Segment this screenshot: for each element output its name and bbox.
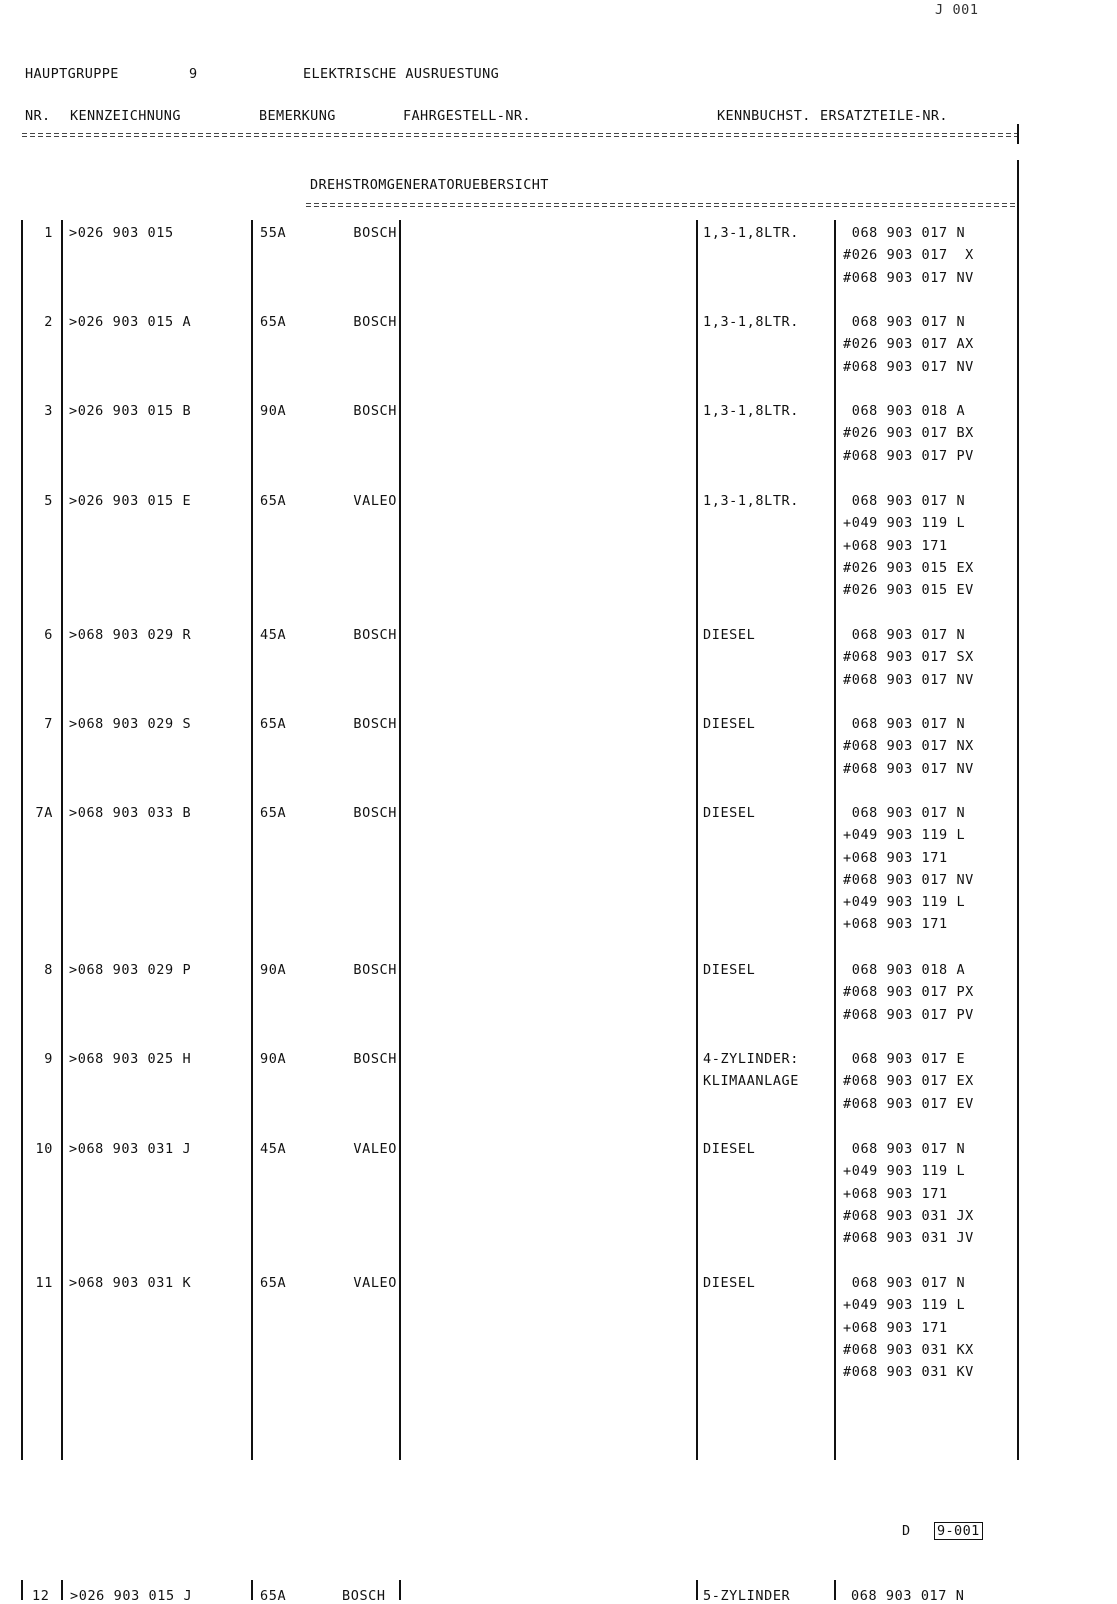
- replacement-part-number: 068 903 017 N: [843, 314, 966, 330]
- row-replacement-list: [843, 490, 974, 601]
- row-engine-line: 1,3-1,8LTR.: [703, 493, 800, 509]
- replacement-part-number: #068 903 017 NV: [843, 671, 974, 688]
- replacement-part-number: +068 903 171: [843, 1185, 948, 1202]
- row-amperage: 65A: [260, 716, 287, 732]
- next-row-part: >026 903 015 J: [70, 1588, 193, 1604]
- row-amperage: 65A: [260, 314, 287, 330]
- row-part-number: >026 903 015: [69, 225, 174, 241]
- row-engine-code: [703, 222, 799, 244]
- next-divider-kennzeichnung: [251, 1580, 253, 1600]
- row-manufacturer: VALEO: [353, 1141, 397, 1157]
- replacement-part-number: 068 903 017 N: [843, 716, 966, 732]
- row-replacement-list: [843, 1138, 974, 1249]
- next-divider-kennbuchst: [834, 1580, 836, 1600]
- next-row-engine: 5-ZYLINDER: [703, 1588, 791, 1604]
- row-manufacturer: BOSCH: [353, 225, 397, 241]
- row-engine-line: DIESEL: [703, 962, 756, 978]
- row-engine-line: DIESEL: [703, 627, 756, 643]
- row-engine-line: KLIMAANLAGE: [703, 1073, 800, 1090]
- next-row-amp: 65A: [260, 1588, 287, 1604]
- replacement-part-number: #068 903 017 EX: [843, 1073, 974, 1090]
- replacement-part-number: +049 903 119 L: [843, 827, 966, 844]
- row-engine-code: [703, 624, 755, 646]
- row-nr: 7A: [35, 805, 53, 821]
- row-nr: 5: [44, 493, 53, 509]
- row-manufacturer: VALEO: [353, 1275, 397, 1291]
- replacement-part-number: #026 903 017 BX: [843, 425, 974, 442]
- group-title: ELEKTRISCHE AUSRUESTUNG: [303, 66, 500, 82]
- section-separator: [306, 203, 1018, 204]
- section-title: DREHSTROMGENERATORUEBERSICHT: [310, 177, 549, 193]
- row-nr: 11: [35, 1275, 53, 1291]
- row-engine-code: [703, 959, 755, 981]
- replacement-part-number: #068 903 017 NV: [843, 871, 974, 888]
- column-divider-nr: [61, 220, 63, 1460]
- row-replacement-list: [843, 222, 974, 289]
- row-amperage: 65A: [260, 493, 287, 509]
- row-nr: 3: [44, 403, 53, 419]
- next-row-maker: BOSCH: [342, 1588, 386, 1604]
- next-divider-nr: [61, 1580, 63, 1600]
- row-manufacturer: BOSCH: [353, 716, 397, 732]
- row-part-number: >026 903 015 B: [69, 403, 192, 419]
- table-border-right: [1017, 160, 1019, 1460]
- row-amperage: 90A: [260, 403, 287, 419]
- replacement-part-number: 068 903 017 N: [843, 627, 966, 643]
- col-header-ersatzteile: ERSATZTEILE-NR.: [820, 108, 948, 124]
- row-manufacturer: BOSCH: [353, 627, 397, 643]
- row-part-number: >068 903 025 H: [69, 1051, 192, 1067]
- footer-prefix: D: [902, 1523, 911, 1539]
- replacement-part-number: +049 903 119 L: [843, 1297, 966, 1314]
- next-row-nr: 12: [32, 1588, 50, 1604]
- row-engine-code: [703, 802, 755, 824]
- row-engine-line: 1,3-1,8LTR.: [703, 225, 800, 241]
- replacement-part-number: #068 903 031 KV: [843, 1364, 974, 1381]
- row-nr: 1: [44, 225, 53, 241]
- row-replacement-list: [843, 713, 974, 780]
- row-replacement-list: [843, 311, 974, 378]
- row-amperage: 90A: [260, 1051, 287, 1067]
- row-amperage: 90A: [260, 962, 287, 978]
- row-manufacturer: BOSCH: [353, 962, 397, 978]
- replacement-part-number: 068 903 017 N: [843, 1275, 966, 1291]
- replacement-part-number: 068 903 017 E: [843, 1051, 966, 1067]
- replacement-part-number: #068 903 017 PV: [843, 1006, 974, 1023]
- replacement-part-number: #026 903 015 EX: [843, 559, 974, 576]
- replacement-part-number: +049 903 119 L: [843, 515, 966, 532]
- replacement-part-number: #068 903 017 PV: [843, 447, 974, 464]
- next-divider-bemerkung: [399, 1580, 401, 1600]
- row-amperage: 45A: [260, 627, 287, 643]
- replacement-part-number: #026 903 015 EV: [843, 582, 974, 599]
- group-number: 9: [189, 66, 198, 82]
- col-header-kennzeichnung: KENNZEICHNUNG: [70, 108, 181, 124]
- replacement-part-number: #026 903 017 X: [843, 247, 974, 264]
- row-replacement-list: [843, 802, 974, 936]
- column-divider-bemerkung: [399, 220, 401, 1460]
- replacement-part-number: #068 903 031 JX: [843, 1207, 974, 1224]
- row-engine-line: DIESEL: [703, 716, 756, 732]
- col-header-nr: NR.: [25, 108, 51, 124]
- row-nr: 10: [35, 1141, 53, 1157]
- row-engine-line: DIESEL: [703, 1141, 756, 1157]
- row-part-number: >068 903 031 K: [69, 1275, 192, 1291]
- replacement-part-number: +068 903 171: [843, 1319, 948, 1336]
- row-engine-line: 1,3-1,8LTR.: [703, 403, 800, 419]
- replacement-part-number: #068 903 031 JV: [843, 1230, 974, 1247]
- replacement-part-number: #068 903 017 PX: [843, 984, 974, 1001]
- row-nr: 7: [44, 716, 53, 732]
- row-engine-code: [703, 490, 799, 512]
- column-divider-kennbuchst: [834, 220, 836, 1460]
- row-part-number: >026 903 015 A: [69, 314, 192, 330]
- row-nr: 8: [44, 962, 53, 978]
- replacement-part-number: #068 903 017 NV: [843, 269, 974, 286]
- next-divider-fahrgestell: [696, 1580, 698, 1600]
- replacement-part-number: 068 903 017 N: [843, 225, 966, 241]
- replacement-part-number: +049 903 119 L: [843, 894, 966, 911]
- replacement-part-number: 068 903 018 A: [843, 962, 966, 978]
- row-engine-line: DIESEL: [703, 1275, 756, 1291]
- replacement-part-number: +068 903 171: [843, 537, 948, 554]
- replacement-part-number: #068 903 017 NV: [843, 760, 974, 777]
- replacement-part-number: #068 903 017 EV: [843, 1095, 974, 1112]
- row-nr: 9: [44, 1051, 53, 1067]
- replacement-part-number: #068 903 031 KX: [843, 1341, 974, 1358]
- row-engine-code: [703, 713, 755, 735]
- col-header-fahrgestell: FAHRGESTELL-NR.: [403, 108, 531, 124]
- replacement-part-number: #068 903 017 SX: [843, 649, 974, 666]
- row-nr: 6: [44, 627, 53, 643]
- row-engine-code: [703, 1048, 799, 1093]
- row-replacement-list: [843, 400, 974, 467]
- row-manufacturer: BOSCH: [353, 314, 397, 330]
- next-border-left: [21, 1580, 23, 1600]
- replacement-part-number: #068 903 017 NV: [843, 358, 974, 375]
- row-amperage: 45A: [260, 1141, 287, 1157]
- page-corner-marker: J 001: [935, 2, 979, 18]
- footer-page-ref: [934, 1523, 983, 1539]
- replacement-part-number: +049 903 119 L: [843, 1163, 966, 1180]
- row-engine-line: 1,3-1,8LTR.: [703, 314, 800, 330]
- row-amperage: 55A: [260, 225, 287, 241]
- column-divider-kennzeichnung: [251, 220, 253, 1460]
- row-nr: 2: [44, 314, 53, 330]
- row-engine-code: [703, 311, 799, 333]
- row-part-number: >068 903 031 J: [69, 1141, 192, 1157]
- row-replacement-list: [843, 624, 974, 691]
- row-replacement-list: [843, 959, 974, 1026]
- replacement-part-number: +068 903 171: [843, 916, 948, 933]
- col-header-bemerkung: BEMERKUNG: [259, 108, 336, 124]
- replacement-part-number: 068 903 017 N: [843, 493, 966, 509]
- row-engine-line: 4-ZYLINDER:: [703, 1051, 800, 1067]
- replacement-part-number: #026 903 017 AX: [843, 336, 974, 353]
- replacement-part-number: 068 903 017 N: [843, 805, 966, 821]
- replacement-part-number: #068 903 017 NX: [843, 738, 974, 755]
- row-manufacturer: BOSCH: [353, 403, 397, 419]
- row-amperage: 65A: [260, 805, 287, 821]
- group-label: HAUPTGRUPPE: [25, 66, 119, 82]
- replacement-part-number: +068 903 171: [843, 849, 948, 866]
- row-part-number: >026 903 015 E: [69, 493, 192, 509]
- row-engine-line: DIESEL: [703, 805, 756, 821]
- row-amperage: 65A: [260, 1275, 287, 1291]
- row-part-number: >068 903 029 R: [69, 627, 192, 643]
- next-row-replacement: 068 903 017 N: [851, 1588, 965, 1604]
- page-ref-box: 9-001: [934, 1522, 983, 1540]
- column-divider-fahrgestell: [696, 220, 698, 1460]
- header-right-tick: [1017, 124, 1019, 144]
- col-header-kennbuchst: KENNBUCHST.: [717, 108, 811, 124]
- row-part-number: >068 903 033 B: [69, 805, 192, 821]
- row-engine-code: [703, 1272, 755, 1294]
- replacement-part-number: 068 903 017 N: [843, 1141, 966, 1157]
- row-replacement-list: [843, 1048, 974, 1115]
- row-engine-code: [703, 400, 799, 422]
- row-manufacturer: BOSCH: [353, 805, 397, 821]
- row-part-number: >068 903 029 S: [69, 716, 192, 732]
- row-engine-code: [703, 1138, 755, 1160]
- header-separator: [22, 133, 1018, 134]
- replacement-part-number: 068 903 018 A: [843, 403, 966, 419]
- row-manufacturer: VALEO: [353, 493, 397, 509]
- row-part-number: >068 903 029 P: [69, 962, 192, 978]
- row-replacement-list: [843, 1272, 974, 1383]
- row-manufacturer: BOSCH: [353, 1051, 397, 1067]
- table-border-left: [21, 220, 23, 1460]
